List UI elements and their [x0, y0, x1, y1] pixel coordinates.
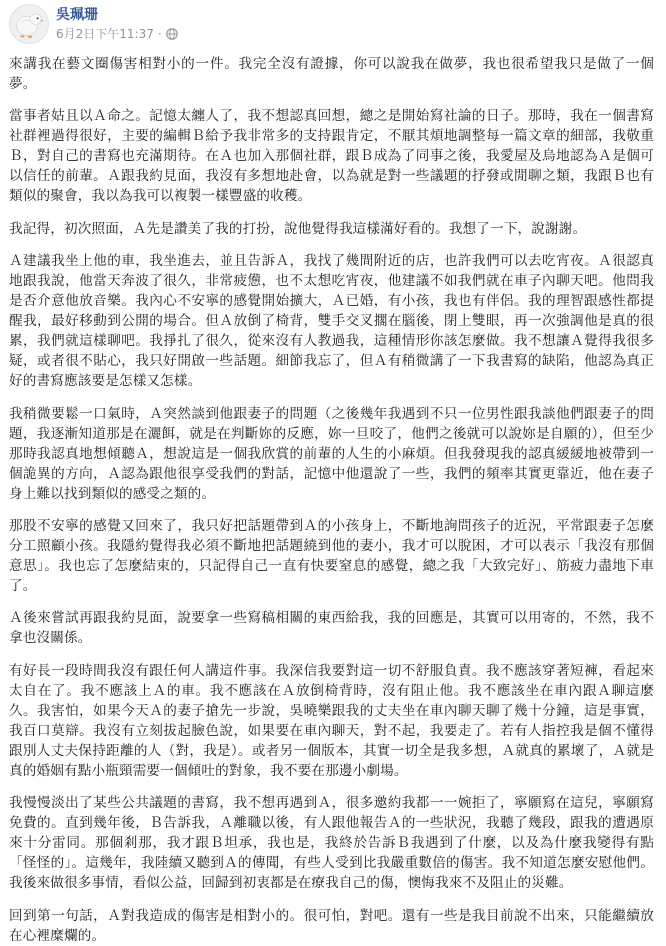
post-paragraph: 我稍微要鬆一口氣時，Ａ突然談到他跟妻子的問題（之後幾年我遇到不只一位男性跟我談他們跟妻子的問題，我逐漸知道那是在灑餌，就是在判斷妳的反應，妳一旦咬了，他們之後就可以說妳是自願的），但至少那時我認真地想傾聽Ａ，想說這是一個我欣賞的前輩的人生的小麻煩。但我發現我的認真緩緩地被帶到一個詭異的方向，Ａ認為跟他很享受我們的對話，記憶中他還說了一些，我們的頻率其實更靠近，他在妻子身上難以找到類似的感受之類的。	[9, 405, 654, 502]
post-paragraph: 那股不安寧的感覺又回來了，我只好把話題帶到Ａ的小孩身上，不斷地詢問孩子的近況，平常跟妻子怎麼分工照顧小孩。我隱約覺得我必須不斷地把話題繞到他的妻小，我才可以脫困，才可以表示「我沒有那個意思」。我也忘了怎麼結束的，只記得自己一直有快要窒息的感覺，總之我「大致完好」、筋疲力盡地下車了。	[9, 517, 654, 594]
post-paragraph: 當事者姑且以Ａ命之。記憶太纏人了，我不想認真回想，總之是開始寫社論的日子。那時，我在一個書寫社群裡過得很好，主要的編輯Ｂ給予我非常多的支持跟肯定，不厭其煩地調整每一篇文章的細部，我敬重Ｂ，對自己的書寫也充滿期待。在Ａ也加入那個社群，跟Ｂ成為了同事之後，我愛屋及烏地認為Ａ是個可以信任的前輩。Ａ跟我約見面，我沒有多想地赴會，以為就是對一些議題的抒發或閒聊之類，我跟Ｂ也有類似的聚會，我以為我可以複製一樣豐盛的收穫。	[9, 108, 654, 205]
post-paragraph: 回到第一句話，Ａ對我造成的傷害是相對小的。很可怕，對吧。還有一些是我目前說不出來，只能繼續放在心裡糜爛的。	[9, 907, 654, 944]
post-body	[9, 54, 654, 946]
author-name-link[interactable]: 吳珮珊	[56, 7, 98, 23]
avatar-photo-icon[interactable]	[9, 4, 49, 44]
globe-icon[interactable]	[166, 28, 178, 40]
post-paragraph: 有好長一段時間我沒有跟任何人講這件事。我深信我要對這一切不舒服負責。我不應該穿著短褲，看起來太自在了。我不應該上Ａ的車。我不應該在Ａ放倒椅背時，沒有阻止他。我不應該坐在車內跟Ａ聊這麼久。我害怕，如果今天Ａ的妻子搶先一步說，吳曉樂跟我的丈夫坐在車內聊天聊了幾十分鐘，這是事實，我百口莫辯。我沒有立刻拔起臉色說，如果要在車內聊天，對不起，我要走了。若有人指控我是個不懂得跟別人丈夫保持距離的人（對，我是）。或者另一個版本，其實一切全是我多想，Ａ就真的累壞了，Ａ就是真的婚姻有點小瓶頸需要一個傾吐的對象，我不要在那邊小劇場。	[9, 662, 654, 779]
post-header	[9, 0, 654, 48]
post-header-text	[56, 6, 178, 42]
post-meta	[56, 26, 178, 42]
avatar-image	[10, 4, 48, 44]
post-paragraph: Ａ建議我坐上他的車，我坐進去，並且告訴Ａ，我找了幾間附近的店，也許我們可以去吃宵夜。Ａ很認真地跟我說，他當天奔波了很久，非常疲憊，也不太想吃宵夜，他建議不如我們就在車子內聊天吧。他問我是否介意他放音樂。我內心不安寧的感覺開始擴大，Ａ已婚，有小孩，我也有伴侶。我的理智跟感性都提醒我，最好移動到公開的場合。但Ａ放倒了椅背，雙手交叉擱在腦後，閉上雙眼，再一次強調他是真的很累，我們就這樣聊吧。我掙扎了很久，從來沒有人教過我，這種情形你該怎麼做。我不想讓Ａ覺得我很多疑，或者很不貼心，我只好開啟一些話題。細節我忘了，但Ａ有稍微講了一下我書寫的缺陷，他認為真正好的書寫應該要是怎樣又怎樣。	[9, 253, 654, 390]
post-paragraph: 我記得，初次照面，Ａ先是讚美了我的打扮，說他覺得我這樣滿好看的。我想了一下，說謝謝。	[9, 220, 587, 237]
globe-icon-svg	[166, 28, 178, 40]
post-timestamp[interactable]: 6月2日下午11:37	[56, 27, 154, 41]
post-paragraph: 來講我在藝文圈傷害相對小的一件。我完全沒有證據，你可以說我在做夢，我也很希望我只是做了一個夢。	[9, 56, 654, 92]
post-paragraph: Ａ後來嘗試再跟我約見面，說要拿一些寫稿相關的東西給我，我的回應是，其實可以用寄的，不然，我不拿也沒關係。	[9, 610, 654, 647]
meta-separator: ·	[157, 27, 162, 41]
post-paragraph: 我慢慢淡出了某些公共議題的書寫，我不想再遇到Ａ，很多邀約我都一一婉拒了，寧願寫在這兒，寧願寫免費的。直到幾年後，Ｂ告訴我，Ａ離職以後，有人跟他報告Ａ的一些狀況，我聽了幾段，跟我的遭遇原來十分雷同。那個剎那，我才跟Ｂ坦承，我也是，我終於告訴Ｂ我遇到了什麼，以及為什麼我變得有點「怪怪的」。這幾年，我陸續又聽到Ａ的傳聞，有些人受到比我嚴重數倍的傷害。我不知道怎麼安慰他們。我後來做很多事情，看似公益，回歸到初衷都是在療我自己的傷，懊悔我來不及阻止的災難。	[9, 795, 654, 892]
